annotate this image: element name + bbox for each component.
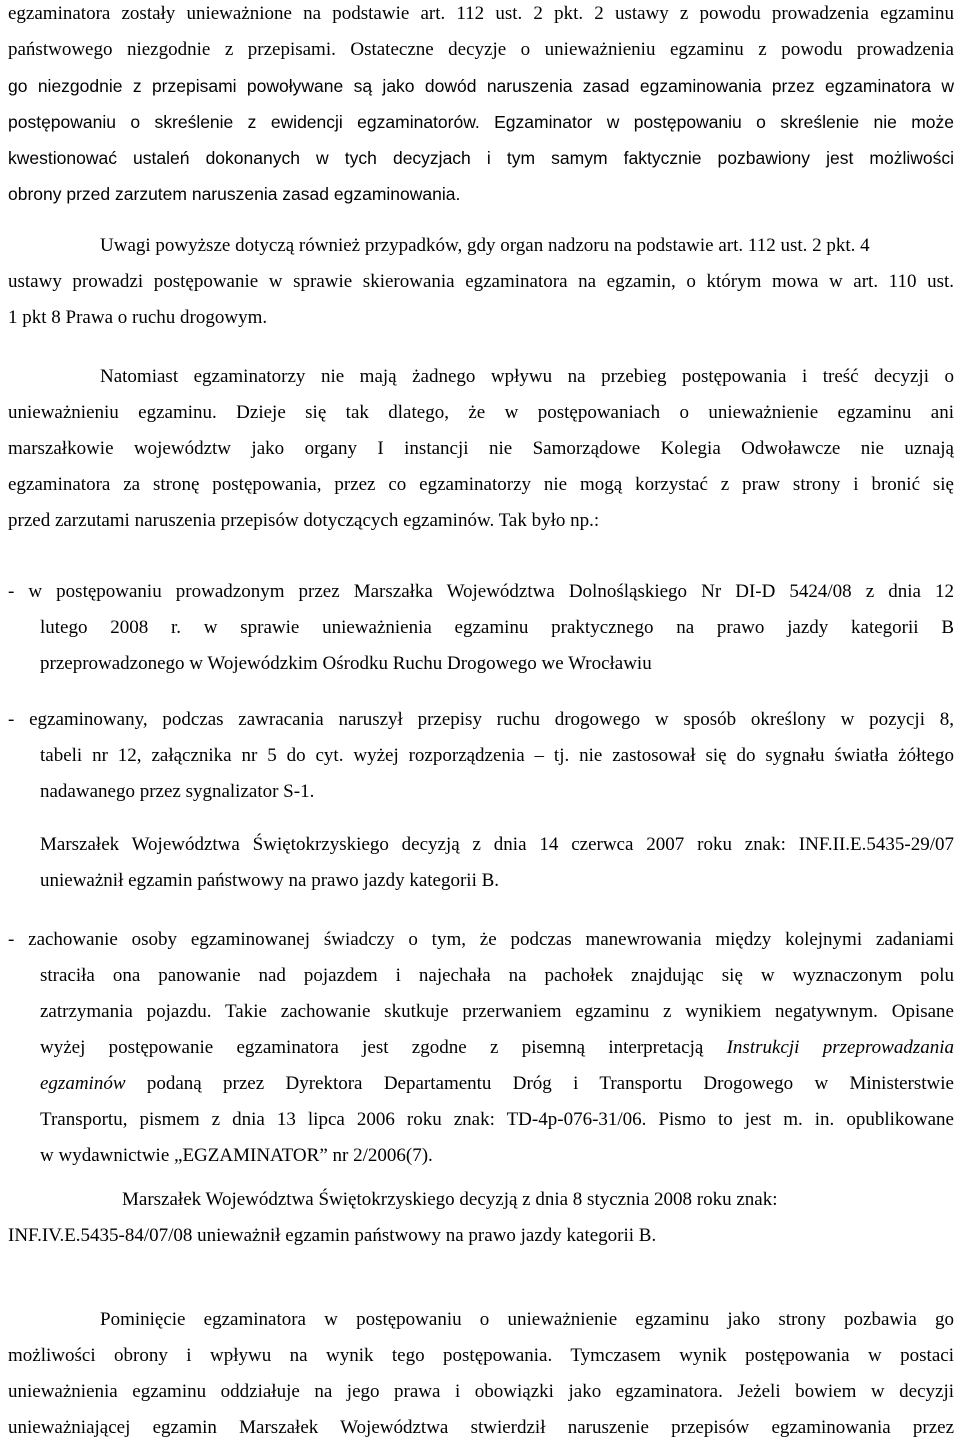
list-item: - egzaminowany, podczas zawracania naruszył przepisy ruchu drogowego w sposób określony w pozycji 8, — [8, 709, 954, 730]
text-line: 1 pkt 8 Prawa o ruchu drogowym. — [8, 307, 268, 328]
text-line: tabeli nr 12, załącznika nr 5 do cyt. wyżej rozporządzenia – tj. nie zastosował się do sygnału światła żółtego — [40, 745, 954, 766]
text-line: marszałkowie województw jako organy I instancji nie Samorządowe Kolegia Odwoławcze nie uznają — [8, 438, 954, 459]
text-line: postępowaniu o skreślenie z ewidencji egzaminatorów. Egzaminator w postępowaniu o skreślenie nie może — [8, 112, 954, 132]
text-line: INF.IV.E.5435-84/07/08 unieważnił egzamin państwowy na prawo jazdy kategorii B. — [8, 1225, 657, 1246]
text-line: Uwagi powyższe dotyczą również przypadków, gdy organ nadzoru na podstawie art. 112 ust. 2 pkt. 4 — [100, 235, 870, 256]
bullet-2 — [8, 702, 954, 810]
italic-title: egzaminów — [40, 1073, 126, 1094]
bullet-3 — [8, 922, 954, 1174]
text-line: państwowego niezgodnie z przepisami. Ostateczne decyzje o unieważnieniu egzaminu z powodu prowadzenia — [8, 39, 954, 60]
paragraph-2 — [8, 228, 954, 336]
text-line: przed zarzutami naruszenia przepisów dotyczących egzaminów. Tak było np.: — [8, 510, 600, 531]
paragraph-3 — [8, 359, 954, 539]
text-line: Marszałek Województwa Świętokrzyskiego decyzją z dnia 14 czerwca 2007 roku znak: INF.II.E.5435-29/07 — [40, 834, 954, 855]
text-segment: podaną przez Dyrektora Departamentu Dróg i Transportu Drogowego w Ministerstwie — [125, 1073, 954, 1094]
text-line: unieważnił egzamin państwowy na prawo jazdy kategorii B. — [40, 870, 500, 891]
text-line: unieważnienia egzaminu oddziałuje na jego prawa i obowiązki jako egzaminatora. Jeżeli bowiem w decyzji — [8, 1381, 954, 1402]
text-line: nadawanego przez sygnalizator S-1. — [40, 781, 315, 802]
paragraph-4 — [8, 1302, 954, 1440]
decision-2 — [8, 1182, 954, 1254]
text-line: kwestionować ustaleń dokonanych w tych decyzjach i tym samym faktycznie pozbawiony jest możliwości — [8, 148, 954, 168]
text-line: go niezgodnie z przepisami powoływane są jako dowód naruszenia zasad egzaminowania przez egzaminatora w — [8, 76, 954, 96]
text-line: możliwości obrony i wpływu na wynik tego postępowania. Tymczasem wynik postępowania w postaci — [8, 1345, 954, 1366]
paragraph-1 — [8, 0, 954, 212]
text-line: ustawy prowadzi postępowanie w sprawie skierowania egzaminatora na egzamin, o którym mowa w art. 110 ust. — [8, 271, 954, 292]
text-line: Natomiast egzaminatorzy nie mają żadnego wpływu na przebieg postępowania i treść decyzji o — [100, 366, 954, 387]
text-line: lutego 2008 r. w sprawie unieważnienia egzaminu praktycznego na prawo jazdy kategorii B — [40, 617, 954, 638]
list-item: - w postępowaniu prowadzonym przez Marszałka Województwa Dolnośląskiego Nr DI-D 5424/08 z dnia 12 — [8, 581, 954, 602]
text-line: w wydawnictwie „EGZAMINATOR” nr 2/2006(7). — [40, 1145, 433, 1166]
text-line: egzaminatora za stronę postępowania, przez co egzaminatorzy nie mogą korzystać z praw strony i bronić się — [8, 474, 954, 495]
text-line: unieważniającej egzamin Marszałek Województwa stwierdził naruszenie przepisów egzaminowania przez — [8, 1417, 954, 1438]
text-line: Pominięcie egzaminatora w postępowaniu o unieważnienie egzaminu jako strony pozbawia go — [100, 1309, 954, 1330]
italic-title: Instrukcji przeprowadzania — [726, 1037, 954, 1058]
text-line: Marszałek Województwa Świętokrzyskiego decyzją z dnia 8 stycznia 2008 roku znak: — [122, 1189, 778, 1210]
text-line — [8, 1066, 954, 1102]
text-line: zatrzymania pojazdu. Takie zachowanie skutkuje przerwaniem egzaminu z wynikiem negatywnym. Opisane — [40, 1001, 954, 1022]
text-line: obrony przed zarzutem naruszenia zasad egzaminowania. — [8, 184, 461, 204]
text-line: egzaminatora zostały unieważnione na podstawie art. 112 ust. 2 pkt. 2 ustawy z powodu prowadzenia egzaminu — [8, 3, 954, 24]
text-segment: wyżej postępowanie egzaminatora jest zgodne z pisemną interpretacją — [40, 1037, 727, 1058]
list-item: - zachowanie osoby egzaminowanej świadczy o tym, że podczas manewrowania między kolejnymi zadaniami — [8, 929, 954, 950]
text-line: przeprowadzonego w Wojewódzkim Ośrodku Ruchu Drogowego we Wrocławiu — [40, 653, 652, 674]
text-line: straciła ona panowanie nad pojazdem i najechała na pachołek znajdując się w wyznaczonym polu — [40, 965, 954, 986]
text-line: unieważnieniu egzaminu. Dzieje się tak dlatego, że w postępowaniach o unieważnienie egzaminu ani — [8, 402, 954, 423]
text-line: Transportu, pismem z dnia 13 lipca 2006 roku znak: TD-4p-076-31/06. Pismo to jest m. in. opublikowane — [40, 1109, 954, 1130]
decision-1 — [8, 827, 954, 899]
bullet-1 — [8, 574, 954, 682]
text-line — [8, 1030, 954, 1066]
